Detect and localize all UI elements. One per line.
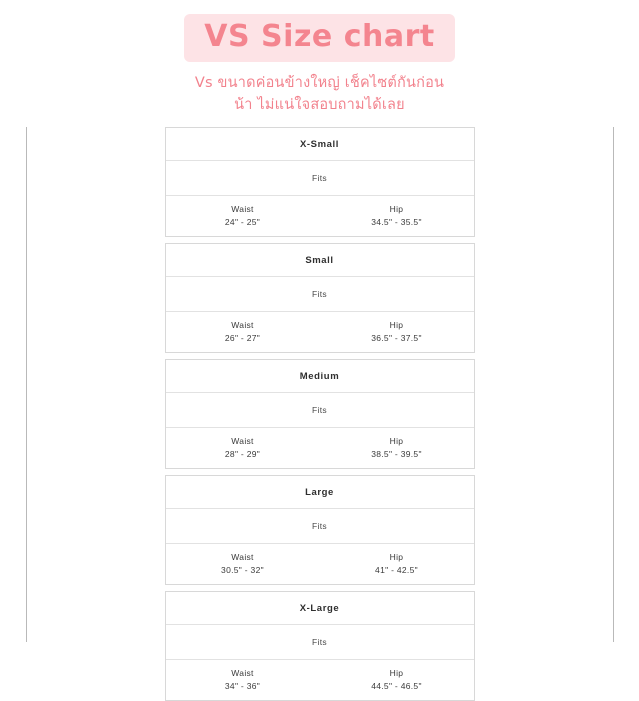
- waist-value: 30.5" - 32": [221, 564, 264, 575]
- right-guide-line: [613, 127, 614, 642]
- page-title-highlight: [184, 14, 454, 62]
- waist-label: Waist: [231, 667, 254, 678]
- hip-value: 44.5" - 46.5": [371, 680, 422, 691]
- size-name: Small: [166, 244, 474, 277]
- hip-label: Hip: [389, 551, 404, 562]
- waist-label: Waist: [231, 551, 254, 562]
- page-subtitle: [0, 72, 639, 117]
- hip-label: Hip: [389, 319, 404, 330]
- hip-cell: [320, 204, 474, 227]
- fits-label: Fits: [166, 277, 474, 312]
- measurement-row: [166, 312, 474, 352]
- measurement-row: [166, 196, 474, 236]
- size-block-x-large: [165, 591, 475, 701]
- size-name: X-Large: [166, 592, 474, 625]
- fits-label: Fits: [166, 509, 474, 544]
- hip-value: 41" - 42.5": [375, 564, 418, 575]
- hip-value: 36.5" - 37.5": [371, 332, 422, 343]
- waist-value: 24" - 25": [224, 216, 261, 227]
- size-block-medium: [165, 359, 475, 469]
- size-chart-area: [165, 127, 475, 701]
- hip-cell: [320, 668, 474, 691]
- waist-cell: [166, 204, 320, 227]
- hip-label: Hip: [389, 435, 404, 446]
- size-block-small: [165, 243, 475, 353]
- size-block-x-small: [165, 127, 475, 237]
- waist-label: Waist: [231, 203, 254, 214]
- page-subtitle-line-1: Vs ขนาดค่อนข้างใหญ่ เช็คไซต์กันก่อน: [194, 75, 445, 91]
- waist-label: Waist: [231, 435, 254, 446]
- measurement-row: [166, 428, 474, 468]
- left-guide-line: [26, 127, 27, 642]
- hip-label: Hip: [389, 203, 404, 214]
- measurement-row: [166, 544, 474, 584]
- hip-cell: [320, 436, 474, 459]
- hip-value: 38.5" - 39.5": [371, 448, 422, 459]
- page-header: [0, 0, 639, 117]
- waist-value: 34" - 36": [224, 680, 261, 691]
- fits-label: Fits: [166, 393, 474, 428]
- hip-value: 34.5" - 35.5": [371, 216, 422, 227]
- size-name: Large: [166, 476, 474, 509]
- waist-cell: [166, 320, 320, 343]
- size-name: Medium: [166, 360, 474, 393]
- page-title: VS Size chart: [204, 19, 435, 54]
- fits-label: Fits: [166, 625, 474, 660]
- waist-cell: [166, 436, 320, 459]
- size-block-large: [165, 475, 475, 585]
- size-name: X-Small: [166, 128, 474, 161]
- waist-cell: [166, 552, 320, 575]
- waist-value: 28" - 29": [224, 448, 261, 459]
- page-subtitle-line-2: น้า ไม่แน่ใจสอบถามได้เลย: [234, 97, 405, 114]
- waist-value: 26" - 27": [224, 332, 261, 343]
- waist-cell: [166, 668, 320, 691]
- hip-label: Hip: [389, 667, 404, 678]
- hip-cell: [320, 320, 474, 343]
- hip-cell: [320, 552, 474, 575]
- fits-label: Fits: [166, 161, 474, 196]
- waist-label: Waist: [231, 319, 254, 330]
- measurement-row: [166, 660, 474, 700]
